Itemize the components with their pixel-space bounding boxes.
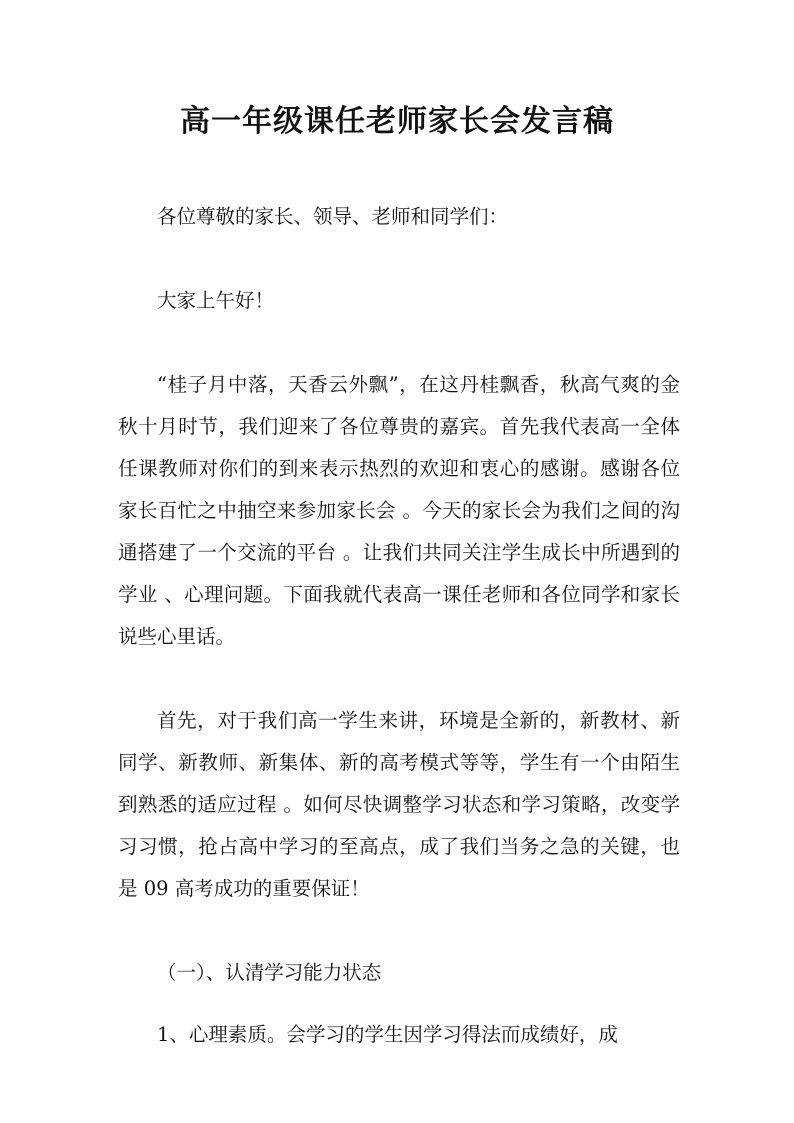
document-body <box>118 196 680 1056</box>
list-item-1: 1、心理素质。会学习的学生因学习得法而成绩好，成 <box>157 1022 618 1046</box>
salutation: 各位尊敬的家长、领导、老师和同学们： <box>157 205 509 228</box>
greeting: 大家上午好！ <box>157 289 275 312</box>
document-title: 高一年级课任老师家长会发言稿 <box>180 104 614 139</box>
paragraph-first: 首先，对于我们高一学生来讲，环境是全新的，新教材、新同学、新教师、新集体、新的高考模式等等，学生有一个由陌生到熟悉的适应过程 。如何尽快调整学习状态和学习策略，改变学习习惯，抢占高中学习的至高点，成了我们当务之急的关键，也是 09 高考成功的重要保证！ <box>118 709 680 900</box>
paragraph-intro: “桂子月中落，天香云外飘”，在这丹桂飘香，秋高气爽的金秋十月时节，我们迎来了各位尊贵的嘉宾。首先我代表高一全体任课教师对你们的到来表示热烈的欢迎和衷心的感谢。感谢各位家长百忙之中抽空来参加家长会 。今天的家长会为我们之间的沟通搭建了一个交流的平台 。让我们共同关注学生成长中所遇到的学业 、心理问题。下面我就代表高一课任老师和各位同学和家长说些心里话。 <box>118 373 680 648</box>
section-heading: （一）、认清学习能力状态 <box>157 961 382 984</box>
